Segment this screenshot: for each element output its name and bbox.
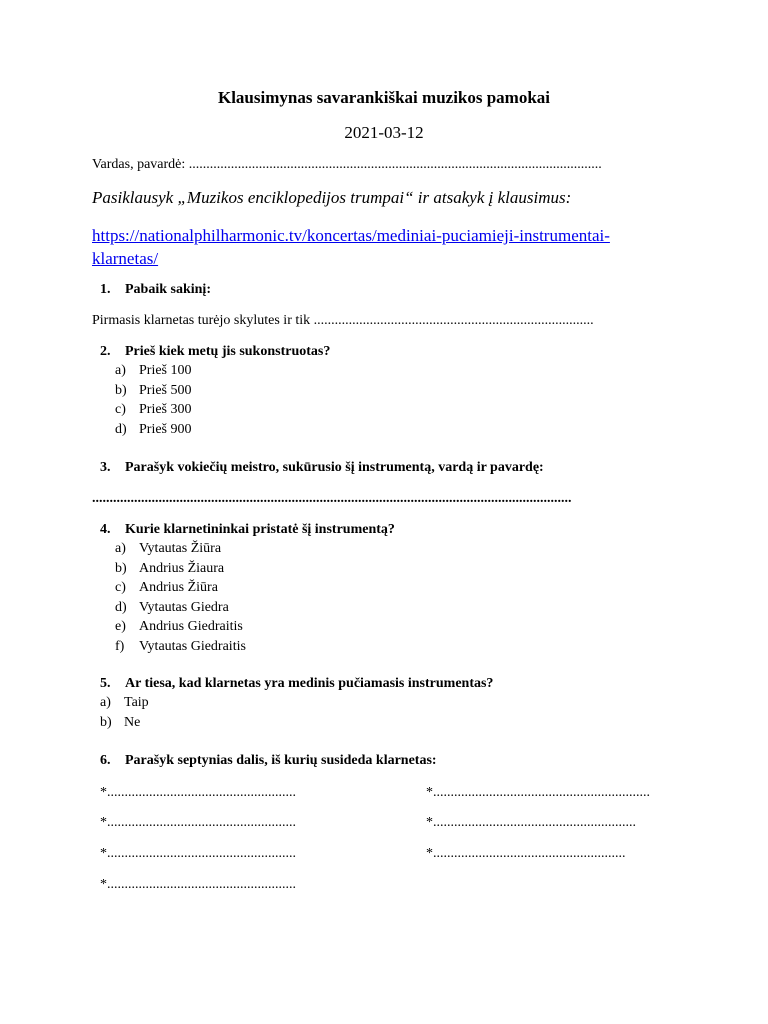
option-text: Ne [124, 714, 141, 730]
option-text: Andrius Žiūra [139, 580, 218, 595]
option-text: Prieš 900 [139, 421, 192, 437]
option-item [115, 578, 246, 598]
option-label: a) [115, 363, 126, 378]
name-field-line: Vardas, pavardė: ...................................................................................................................... [92, 157, 602, 172]
question-1-sentence: Pirmasis klarnetas turėjo skylutes ir tik ................................................................................ [92, 313, 594, 328]
part-answer-line: *...................................................... [100, 815, 296, 830]
option-text: Andrius Žiaura [139, 560, 225, 576]
option-item [115, 420, 192, 440]
part-answer-line: *.......................................................... [426, 815, 636, 830]
option-text: Andrius Giedraitis [139, 619, 243, 634]
option-label: b) [115, 382, 127, 398]
option-text: Vytautas Žiūra [139, 541, 222, 556]
option-text: Prieš 500 [139, 382, 192, 398]
option-label: f) [115, 638, 125, 654]
part-answer-line: *.............................................................. [426, 785, 650, 800]
question-3 [100, 460, 544, 476]
question-number: 4. [100, 522, 111, 537]
question-text: Ar tiesa, kad klarnetas yra medinis pučiamasis instrumentas? [125, 676, 494, 691]
part-answer-line: *...................................................... [100, 785, 296, 800]
question-4 [100, 522, 395, 538]
option-item [100, 713, 149, 733]
question-4-options [115, 539, 246, 656]
option-item [115, 400, 192, 420]
option-item [115, 539, 246, 559]
question-5-options [100, 693, 149, 732]
option-item [115, 617, 246, 637]
question-text: Pabaik sakinį: [125, 282, 211, 297]
question-6 [100, 753, 437, 769]
option-text: Vytautas Giedraitis [139, 638, 246, 654]
question-text: Prieš kiek metų jis sukonstruotas? [125, 344, 331, 359]
question-5 [100, 676, 493, 692]
option-label: e) [115, 619, 126, 634]
option-label: b) [100, 714, 112, 730]
question-number: 5. [100, 676, 111, 691]
option-label: a) [100, 695, 111, 710]
question-2 [100, 344, 330, 360]
question-2-options [115, 361, 192, 439]
option-text: Prieš 100 [139, 363, 192, 378]
option-label: d) [115, 421, 127, 437]
option-text: Vytautas Giedra [139, 599, 229, 615]
question-text: Parašyk septynias dalis, iš kurių susideda klarnetas: [125, 753, 437, 768]
option-text: Taip [124, 695, 149, 710]
option-item [115, 637, 246, 657]
option-item [115, 559, 246, 579]
question-text: Parašyk vokiečių meistro, sukūrusio šį instrumentą, vardą ir pavardę: [125, 460, 544, 475]
option-item [115, 381, 192, 401]
option-label: c) [115, 402, 126, 417]
document-date: 2021-03-12 [344, 123, 424, 142]
option-label: c) [115, 580, 126, 595]
question-number: 1. [100, 282, 111, 297]
concert-link[interactable]: https://nationalphilharmonic.tv/koncertas/mediniai-puciamieji-instrumentai-klarnetas/ [92, 226, 610, 268]
question-number: 3. [100, 460, 111, 475]
option-item [115, 361, 192, 381]
option-label: a) [115, 541, 126, 556]
instructions-text: Pasiklausyk „Muzikos enciklopedijos trumpai“ ir atsakyk į klausimus: [92, 188, 572, 207]
option-item [115, 598, 246, 618]
part-answer-line: *....................................................... [426, 846, 626, 861]
option-label: d) [115, 599, 127, 615]
question-text: Kurie klarnetininkai pristatė šį instrumentą? [125, 522, 395, 537]
question-number: 6. [100, 753, 111, 768]
option-label: b) [115, 560, 127, 576]
option-text: Prieš 300 [139, 402, 192, 417]
question-number: 2. [100, 344, 111, 359]
question-1 [100, 282, 211, 298]
option-item [100, 693, 149, 713]
answer-line: ......................................................................................................................................... [92, 491, 572, 506]
part-answer-line: *...................................................... [100, 877, 296, 892]
part-answer-line: *...................................................... [100, 846, 296, 861]
document-title: Klausimynas savarankiškai muzikos pamokai [217, 88, 551, 107]
